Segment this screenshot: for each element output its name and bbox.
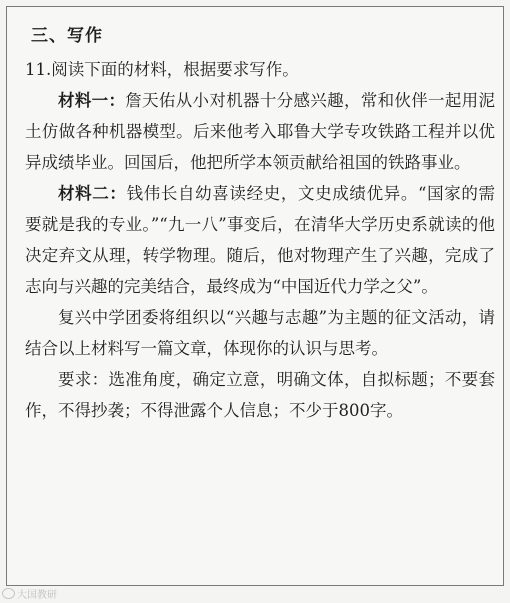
material-2 — [25, 178, 495, 302]
material-1-text: 詹天佑从小对机器十分感兴趣，常和伙伴一起用泥土仿做各种机器模型。后来他考入耶鲁大学专攻铁路工程并以优异成绩毕业。回国后，他把所学本领贡献给祖国的铁路事业。 — [25, 91, 496, 172]
material-1 — [25, 85, 495, 178]
section-title: 三、写作 — [31, 26, 103, 46]
material-2-text: 钱伟长自幼喜读经史，文史成绩优异。“国家的需要就是我的专业。”“九一八”事变后，在清华大学历史系就读的他决定弃文从理，转学物理。随后，他对物理产生了兴趣，完成了志向与兴趣的完美结合，最终成为“中国近代力学之父”。 — [25, 184, 496, 296]
writing-task: 复兴中学团委将组织以“兴趣与志趣”为主题的征文活动，请结合以上材料写一篇文章，体现你的认识与思考。 — [25, 308, 495, 358]
material-2-label: 材料二： — [58, 184, 127, 203]
watermark — [2, 586, 57, 601]
question-content — [25, 21, 495, 426]
exam-page — [6, 6, 504, 586]
watermark-text: 大国教研 — [17, 590, 57, 601]
weibo-icon — [2, 588, 15, 599]
writing-requirements: 要求：选准角度，确定立意，明确文体，自拟标题；不要套作，不得抄袭；不得泄露个人信息；不少于800字。 — [25, 370, 495, 420]
question-prompt: 11.阅读下面的材料，根据要求写作。 — [25, 60, 299, 79]
material-1-label: 材料一： — [58, 91, 126, 110]
